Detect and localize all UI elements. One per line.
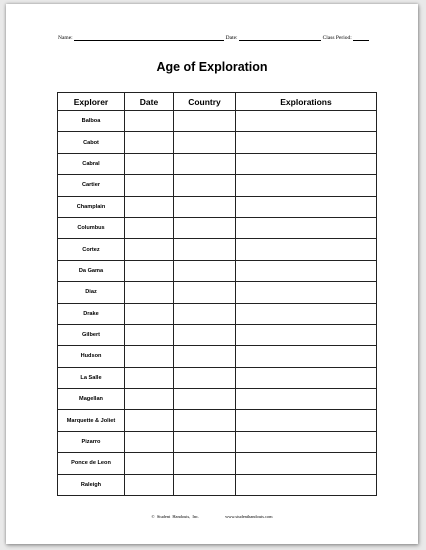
table-row [58,132,377,153]
date-label: Date: [225,35,238,41]
table-row [58,324,377,345]
date-cell[interactable] [125,474,174,495]
explorer-name-cell: Magellan [58,389,125,410]
worksheet-page [6,4,418,544]
explorer-name-cell: Drake [58,303,125,324]
explorations-cell[interactable] [236,196,377,217]
country-cell[interactable] [174,282,236,303]
date-cell[interactable] [125,346,174,367]
table-header-row [58,93,377,111]
explorations-cell[interactable] [236,132,377,153]
table-row [58,410,377,431]
country-cell[interactable] [174,453,236,474]
date-cell[interactable] [125,175,174,196]
country-cell[interactable] [174,111,236,132]
table-body [58,111,377,496]
explorations-cell[interactable] [236,303,377,324]
explorations-cell[interactable] [236,410,377,431]
country-cell[interactable] [174,474,236,495]
country-cell[interactable] [174,217,236,238]
explorer-name-cell: Champlain [58,196,125,217]
explorers-table [57,92,377,496]
country-cell[interactable] [174,431,236,452]
date-cell[interactable] [125,217,174,238]
explorations-cell[interactable] [236,239,377,260]
country-cell[interactable] [174,324,236,345]
date-cell[interactable] [125,111,174,132]
page-title: Age of Exploration [156,60,268,74]
student-info-line [58,34,376,41]
explorations-cell[interactable] [236,474,377,495]
explorations-cell[interactable] [236,260,377,281]
explorations-cell[interactable] [236,324,377,345]
table-row [58,453,377,474]
date-blank [239,34,321,41]
explorer-name-cell: La Salle [58,367,125,388]
explorer-name-cell: Cortez [58,239,125,260]
explorer-name-cell: Hudson [58,346,125,367]
explorations-cell[interactable] [236,175,377,196]
table-row [58,239,377,260]
explorations-cell[interactable] [236,346,377,367]
explorer-name-cell: Ponce de Leon [58,453,125,474]
explorations-cell[interactable] [236,282,377,303]
country-cell[interactable] [174,196,236,217]
table-row [58,389,377,410]
name-blank [74,34,224,41]
table-row [58,474,377,495]
explorations-cell[interactable] [236,431,377,452]
table-row [58,282,377,303]
country-cell[interactable] [174,410,236,431]
country-cell[interactable] [174,303,236,324]
explorations-cell[interactable] [236,153,377,174]
name-label: Name: [58,35,73,41]
date-cell[interactable] [125,239,174,260]
country-cell[interactable] [174,346,236,367]
explorer-name-cell: Diaz [58,282,125,303]
explorations-cell[interactable] [236,453,377,474]
explorer-name-cell: Cabral [58,153,125,174]
date-cell[interactable] [125,324,174,345]
column-header-date: Date [125,93,174,111]
date-cell[interactable] [125,389,174,410]
country-cell[interactable] [174,239,236,260]
table-row [58,367,377,388]
country-cell[interactable] [174,153,236,174]
table-row [58,431,377,452]
website-text: www.studenthandouts.com [225,514,273,519]
country-cell[interactable] [174,389,236,410]
copyright-text: © Student Handouts, Inc. [151,514,200,519]
column-header-explorer: Explorer [58,93,125,111]
country-cell[interactable] [174,260,236,281]
page-footer [6,514,418,519]
class-period-label: Class Period: [322,35,352,41]
date-cell[interactable] [125,282,174,303]
date-cell[interactable] [125,367,174,388]
explorer-name-cell: Gilbert [58,324,125,345]
table-row [58,346,377,367]
table-row [58,217,377,238]
class-period-blank [353,34,369,41]
table-row [58,175,377,196]
explorer-name-cell: Cabot [58,132,125,153]
explorer-name-cell: Cartier [58,175,125,196]
table-row [58,153,377,174]
date-cell[interactable] [125,132,174,153]
explorer-name-cell: Columbus [58,217,125,238]
date-cell[interactable] [125,260,174,281]
explorer-name-cell: Da Gama [58,260,125,281]
date-cell[interactable] [125,153,174,174]
date-cell[interactable] [125,431,174,452]
table-row [58,303,377,324]
explorations-cell[interactable] [236,111,377,132]
date-cell[interactable] [125,303,174,324]
table-row [58,111,377,132]
explorations-cell[interactable] [236,217,377,238]
explorer-name-cell: Pizarro [58,431,125,452]
column-header-explorations: Explorations [236,93,377,111]
explorations-cell[interactable] [236,389,377,410]
explorer-name-cell: Balboa [58,111,125,132]
explorer-name-cell: Marquette & Joliet [58,410,125,431]
date-cell[interactable] [125,196,174,217]
explorations-cell[interactable] [236,367,377,388]
country-cell[interactable] [174,175,236,196]
date-cell[interactable] [125,453,174,474]
column-header-country: Country [174,93,236,111]
table-row [58,196,377,217]
country-cell[interactable] [174,132,236,153]
table-row [58,260,377,281]
country-cell[interactable] [174,367,236,388]
explorer-name-cell: Raleigh [58,474,125,495]
date-cell[interactable] [125,410,174,431]
